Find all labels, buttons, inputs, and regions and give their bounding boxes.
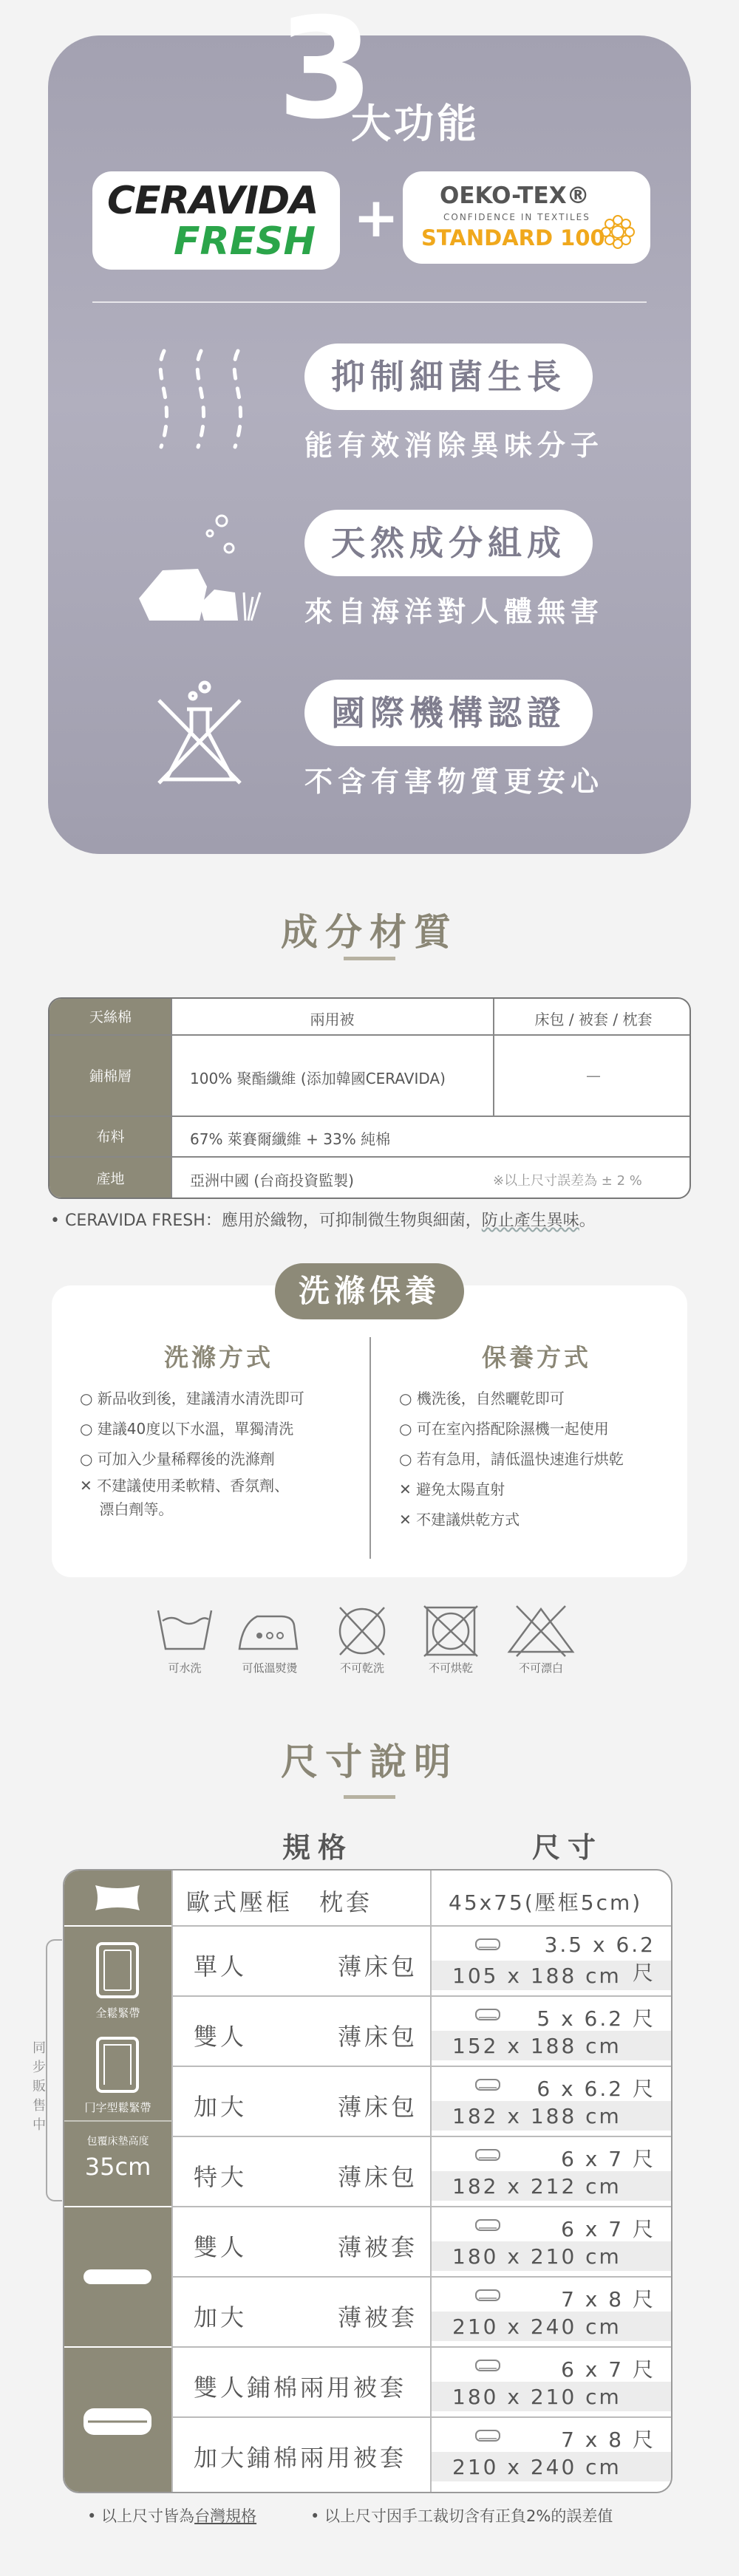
oeko-mid: CONFIDENCE IN TEXTILES <box>443 212 590 222</box>
sea-rock-icon <box>133 510 273 628</box>
material-label: 鋪棉層 <box>50 1036 171 1117</box>
size-feet: 3.5 x 6.2 尺 <box>544 1933 655 1985</box>
material-label: 天絲棉 <box>50 999 171 1036</box>
size-row-a: 雙人 <box>194 2233 248 2261</box>
bed-size-icon <box>474 2218 501 2232</box>
care-divider <box>370 1337 371 1559</box>
pillow-icon <box>92 1882 143 1913</box>
size-title-rule <box>344 1795 395 1799</box>
size-feet: 5 x 6.2 尺 <box>537 2006 655 2031</box>
u-sheet-icon <box>95 2036 140 2094</box>
ceravida-logo-top: CERAVIDA <box>107 179 319 223</box>
duvet-icon-block <box>64 2207 171 2346</box>
size-row-a: 加大 <box>194 2093 248 2121</box>
duvet-icon <box>81 2265 154 2289</box>
size-cm: 182 x 212 cm <box>452 2174 621 2199</box>
material-note <box>50 1208 596 1231</box>
footnote-left-text: • 以上尺寸皆為 <box>87 2507 195 2525</box>
bed-size-icon <box>474 2007 501 2022</box>
full-elastic-label: 全鬆緊帶 <box>95 2006 140 2020</box>
size-row-b: 薄床包 <box>338 2093 418 2121</box>
footnote-left <box>87 2504 256 2527</box>
bacteria-wave-icon <box>148 344 251 454</box>
washable-icon <box>155 1603 214 1655</box>
material-note-end: 。 <box>579 1212 596 1230</box>
no-chemical-flask-icon <box>151 680 248 790</box>
size-row-b: 薄床包 <box>338 2023 418 2051</box>
footnote-right: • 以上尺寸因手工裁切含有正負2%的誤差值 <box>310 2507 613 2525</box>
care-title: 洗滌保養 <box>275 1263 464 1319</box>
wash-item: ○ 建議40度以下水溫，單獨清洗 <box>80 1420 294 1438</box>
material-title-rule <box>344 957 395 960</box>
sale-side-tag: 同步販售中 <box>33 2040 46 2133</box>
material-title: 成分材質 <box>281 911 458 954</box>
u-elastic-label: 冂字型鬆緊帶 <box>84 2101 151 2114</box>
oeko-bot: STANDARD 100 <box>421 225 605 250</box>
feature-pill-2: 天然成分組成 <box>304 510 593 576</box>
material-table <box>48 997 691 1199</box>
size-cm: 210 x 240 cm <box>452 2314 621 2339</box>
size-row-a: 雙人鋪棉兩用被套 <box>194 2374 407 2402</box>
washable-caption: 可水洗 <box>168 1661 202 1675</box>
quilt-icon <box>81 2405 154 2438</box>
no-bleach-caption: 不可漂白 <box>518 1661 563 1675</box>
footnote-left-underline: 台灣規格 <box>194 2507 257 2525</box>
sale-bracket <box>46 1939 62 2201</box>
size-head-size: 尺寸 <box>532 1831 604 1864</box>
bed-height-value: 35cm <box>84 2153 151 2181</box>
wash-item: ○ 可加入少量稀釋後的洗滌劑 <box>80 1450 275 1468</box>
material-label: 產地 <box>50 1158 171 1199</box>
pillow-label: 歐式壓框 枕套 <box>186 1888 373 1916</box>
wash-item: ○ 新品收到後，建議清水清洗即可 <box>80 1390 304 1407</box>
size-cm: 182 x 188 cm <box>452 2104 621 2128</box>
feature-desc-3: 不含有害物質更安心 <box>304 765 605 798</box>
material-cell: 100% 聚酯纖維 (添加韓國CERAVIDA) <box>190 1070 446 1087</box>
size-row-a: 加大鋪棉兩用被套 <box>194 2444 407 2472</box>
no-tumble-dry-icon <box>421 1603 480 1658</box>
size-head-spec: 規格 <box>282 1831 354 1864</box>
keep-item: ○ 機洗後，自然曬乾即可 <box>399 1390 565 1407</box>
keep-title: 保養方式 <box>482 1343 591 1372</box>
size-row-b: 薄床包 <box>338 2163 418 2191</box>
material-note-underline: 防止產生異味 <box>481 1212 579 1230</box>
oeko-top: OEKO-TEX® <box>440 182 590 209</box>
fitted-sheet-icon <box>95 1941 140 1999</box>
material-cell: ※以上尺寸誤差為 ± 2 % <box>493 1173 642 1189</box>
bed-size-icon <box>474 2428 501 2443</box>
material-cell: — <box>586 1067 601 1084</box>
material-label: 布料 <box>50 1117 171 1158</box>
no-bleach-icon <box>506 1603 576 1658</box>
size-title: 尺寸說明 <box>281 1740 458 1783</box>
keep-item: ✕ 避免太陽直射 <box>399 1480 505 1498</box>
size-cm: 105 x 188 cm <box>452 1964 621 1988</box>
keep-item: ○ 可在室內搭配除濕機一起使用 <box>399 1420 609 1438</box>
pillow-icon-block <box>64 1870 171 1925</box>
bed-height-label: 包覆床墊高度 <box>86 2136 149 2148</box>
material-cell: 亞洲中國 (台商投資監製) <box>190 1172 354 1189</box>
feature-pill-3: 國際機構認證 <box>304 680 593 746</box>
material-note-text: • CERAVIDA FRESH：應用於織物，可抑制微生物與細菌， <box>50 1212 482 1230</box>
size-row-a: 雙人 <box>194 2023 248 2051</box>
pillow-size: 45x75(壓框5cm) <box>449 1890 643 1915</box>
bed-size-icon <box>474 2148 501 2162</box>
bed-size-icon <box>474 2077 501 2092</box>
size-feet: 6 x 6.2 尺 <box>537 2077 655 2101</box>
size-feet: 6 x 7 尺 <box>561 2357 655 2382</box>
feature-desc-2: 來自海洋對人體無害 <box>304 595 605 628</box>
size-row-b: 薄床包 <box>338 1953 418 1981</box>
size-row-a: 單人 <box>194 1953 248 1981</box>
feature-pill-1: 抑制細菌生長 <box>304 344 593 410</box>
quilt-icon-block <box>64 2348 171 2493</box>
hero-divider <box>92 301 647 303</box>
size-cm: 180 x 210 cm <box>452 2244 621 2269</box>
hero-number: 3 <box>277 0 374 150</box>
oeko-tex-logo <box>403 171 650 264</box>
ceravida-logo-bottom: FRESH <box>174 219 316 264</box>
ceravida-logo <box>92 171 340 270</box>
size-cm: 210 x 240 cm <box>452 2455 621 2479</box>
no-dryclean-caption: 不可乾洗 <box>339 1661 384 1675</box>
size-row-a: 特大 <box>194 2163 248 2191</box>
wash-item: ✕ 不建議使用柔軟精、香氛劑、 <box>80 1477 290 1494</box>
material-cell: 67% 萊賽爾纖維 + 33% 純棉 <box>190 1130 391 1148</box>
bed-size-icon <box>474 2288 501 2303</box>
plus-sign: + <box>353 186 400 250</box>
size-feet: 7 x 8 尺 <box>561 2428 655 2452</box>
wash-title: 洗滌方式 <box>164 1343 273 1372</box>
keep-item: ✕ 不建議烘乾方式 <box>399 1511 520 1528</box>
size-feet: 6 x 7 尺 <box>561 2147 655 2171</box>
material-cell: 床包 / 被套 / 枕套 <box>534 1011 653 1028</box>
feature-desc-1: 能有效消除異味分子 <box>304 429 605 462</box>
size-row-a: 加大 <box>194 2303 248 2331</box>
fitted-sheet-icon-block <box>64 1927 171 2206</box>
size-row-b: 薄被套 <box>338 2233 418 2261</box>
material-cell: 兩用被 <box>310 1011 355 1028</box>
size-row-b: 薄被套 <box>338 2303 418 2331</box>
iron-caption: 可低溫熨燙 <box>242 1661 298 1675</box>
size-cm: 180 x 210 cm <box>452 2385 621 2409</box>
size-feet: 7 x 8 尺 <box>561 2287 655 2312</box>
size-feet: 6 x 7 尺 <box>561 2217 655 2241</box>
iron-low-icon <box>235 1603 302 1655</box>
oeko-flower-icon <box>599 213 637 251</box>
no-tumble-dry-caption: 不可烘乾 <box>428 1661 473 1675</box>
bed-size-icon <box>474 2358 501 2373</box>
no-dryclean-icon <box>333 1603 392 1658</box>
keep-item: ○ 若有急用，請低溫快速進行烘乾 <box>399 1450 624 1468</box>
size-cm: 152 x 188 cm <box>452 2034 621 2058</box>
hero-title: 大功能 <box>351 100 480 147</box>
size-table <box>63 1869 672 2493</box>
wash-item: 漂白劑等。 <box>80 1500 174 1518</box>
bed-size-icon <box>474 1937 501 1952</box>
